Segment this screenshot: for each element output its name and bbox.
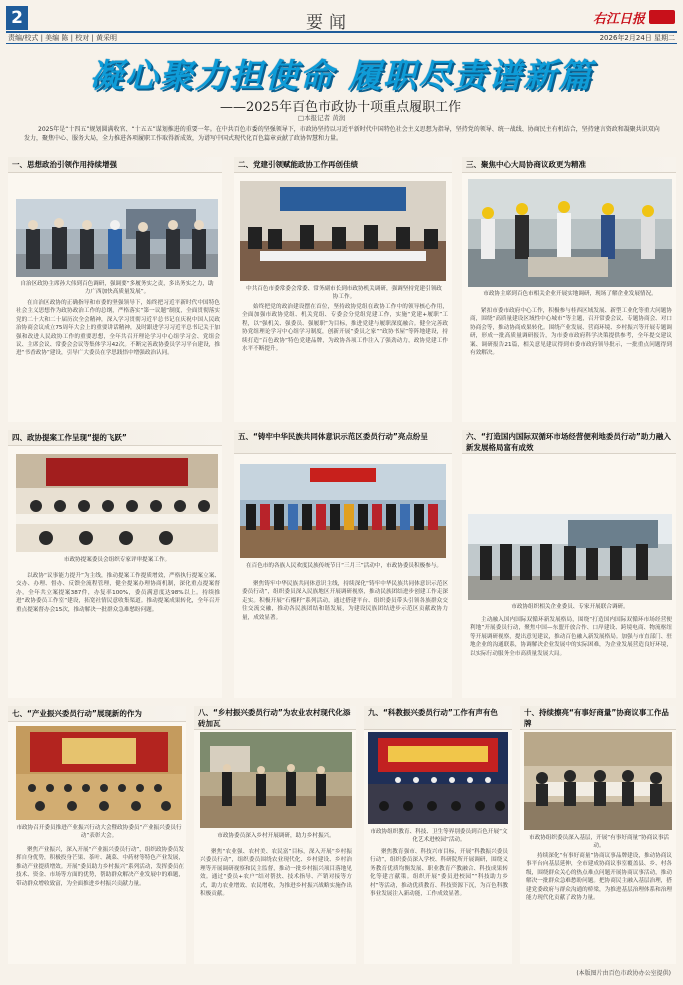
panel-title: 六、“打造国内国际双循环市场经营便利地委员行动”助力融入新发展格局富有成效	[462, 430, 676, 454]
editors-line: 责编/校式 | 美编 陈 | 校对 | 黄采明	[8, 34, 118, 42]
consultation-photo	[524, 732, 672, 830]
photo-caption: 市政协组织委员深入基层，开展“有事好商量”协商议事活动。	[528, 835, 670, 849]
panel-body: 聚焦铸牢中华民族共同体意识主线，持续深化“铸牢中华民族共同体意识示范区委员行动”，组织委员深入民族地区开展调研视察，推动民族团结进步创建工作走深走实。积极开展“石榴籽”系列活动，通过搭建平台、组织委员带头引领各族群众交往交流交融，推动各民族团结和谐发展，为建设民族团结进步示范区贡献政协力量，成效显著。	[242, 581, 448, 621]
headline: 凝心聚力担使命 履职尽责谱新篇	[89, 56, 594, 95]
photo-caption: 市政协提案委员会组织专家评审提案工作。	[63, 557, 171, 563]
photo-caption: 市政协召开委员推进产业振兴行动大会暨政协委员“产业振兴委员行动”表彰大会。	[16, 825, 182, 839]
panel-6	[462, 430, 676, 698]
photo-caption: 在百色市的各族人民欢度民族传统节日“三月三”活动中，市政协委员积极参与。	[246, 563, 442, 569]
panel-title: 九、“科教振兴委员行动”工作有声有色	[364, 706, 512, 730]
meeting-photo	[240, 181, 446, 281]
stage-performance-photo	[368, 732, 508, 824]
festival-photo	[240, 464, 446, 558]
panel-2	[234, 157, 452, 422]
meeting-photo	[16, 199, 218, 277]
panel-body: 紧扣市委市政府中心工作，积极参与桂西区域发展、新型工业化等重大问题协商，围绕“高质量建设区域性中心城市”等主题，召开常委会议、专题协商会、对口协商会等，推动协商成果转化。围绕产业发展、营商环境、乡村振兴等开展专题调研，形成一批高质量调研报告，为市委市政府科学决策提供参考，全年提交建议案、调研报告21篇，相关意见建议得到市委市政府领导批示，一批重点问题得到有效解决。	[470, 308, 672, 357]
panel-title: 八、“乡村振兴委员行动”为农业农村现代化添砖加瓦	[194, 706, 356, 730]
conference-photo	[16, 726, 182, 820]
panel-body: 在自治区政协的正确指导和市委的坚强领导下，始终把习近平新时代中国特色社会主义思想作为政协政治工作的总纲，严格落实“第一议题”制度，全面贯彻落实党的二十大和二十届历次全会精神，深入学习贯彻习近平总书记在庆祝中国人民政治协商会议成立75周年大会上的重要讲话精神，及时跟进学习习近平总书记关于加强和改进人民政协工作的重要思想，全年共召开理论学习中心组学习会、党组会议、主席会议、常委会会议等集体学习42次。不断完善政协委员学习平台建设，推进“书香政协”建设，引导广大委员在学思践悟中增强政治认同。	[16, 300, 220, 357]
newspaper-logo: 右江日报	[592, 12, 645, 27]
panel-10	[520, 706, 676, 964]
photo-caption: 市政协组织教育、科技、卫生等界别委员到百色开展“文化艺术进校园”活动。	[370, 829, 508, 843]
masthead	[6, 6, 677, 33]
intro-paragraph: 2025年是“十四五”规划圆满收官、“十五五”谋划推进的重要一年。在中共百色市委的坚强领导下，市政协坚持以习近平新时代中国特色社会主义思想为指导，坚持党的领导、统一战线、协商民主有机结合，坚持建言资政和凝聚共识双向发力，聚焦中心、服务大局，全力推进各项履职工作取得新成效，为谱写中国式现代化百色篇章贡献了政协智慧和力量。	[24, 126, 660, 142]
panel-body: 始终把党的政治建设摆在首位，坚持政协党组在政协工作中的领导核心作用，全面加强市政协党组、机关党组、专委会分党组党建工作，实施“党建+履职”工程，以“强机关、强委员、强履职”为目标，推进党建与履职深度融合。健全完善政协党组理论学习中心组学习制度，创新开展“委员之家”“政协书屋”等阵地建设，持续打造“百色政协”特色党建品牌，为政协各项工作注入了强劲动力，政协党建工作水平不断提升。	[242, 304, 448, 353]
panel-5	[234, 430, 452, 698]
panel-body: 持续深化“有事好商量”协商议事品牌建设，推动协商议事平台向基层延伸，全市建成协商议事室覆盖县、乡、村各级，围绕群众关心的热点难点问题开展协商议事活动，推动解决一批群众急难愁盼问题。把协商民主融入基层治理，搭建党委政府与群众沟通的桥梁，为推进基层治理体系和治理能力现代化贡献了政协力量。	[526, 853, 672, 902]
panel-3	[462, 157, 676, 422]
photo-credit: (本版图片由百色市政协办公室提供)	[576, 970, 671, 977]
logo-badge-icon	[649, 10, 675, 24]
issue-date: 2026年2月24日 星期二	[599, 34, 675, 42]
photo-caption: 自治区政协主席孙大伟到百色调研，强调要“多履务实之责，多出务实之力，助力广西加快高质量发展”。	[20, 281, 214, 295]
panel-9	[364, 706, 512, 964]
panel-body: 聚焦产业振兴，深入开展“产业振兴委员行动”，组织政协委员发挥自身优势，积极投身芒果、茶叶、蔬菜、中药材等特色产业发展，推动产业提质增效。开展“委员助力乡村振兴”系列活动，发挥委员在技术、资金、市场等方面的优势，帮助群众解决产业发展中的难题，带动群众增收致富，为全面推进乡村振兴贡献力量。	[16, 847, 184, 887]
panel-8	[194, 706, 356, 964]
seminar-photo	[16, 454, 218, 552]
meta-row	[6, 31, 677, 44]
photo-caption: 市政协委员深入乡村开展调研，助力乡村振兴。	[217, 833, 335, 839]
panel-body: 聚焦“农业强、农村美、农民富”目标，深入开展“乡村振兴委员行动”，组织委员围绕农业现代化、乡村建设、乡村治理等开展调研视察和民主监督，推动一批乡村振兴项目落地见效。通过“委员+农户”结对帮扶、技术指导、产销对接等方式，助力农业增效、农民增收，为推进乡村振兴战略实施作出积极贡献。	[200, 849, 352, 898]
panel-body: 以政协“议事能力提升”为主线，推动提案工作提质增效，严格执行提案立案、交办、办理、督办、反馈全流程管理，健全提案办理协商机制，深化重点提案督办，全年共立案提案387件，办复率100%，委员满意度达98%以上。持续推进“政协委员工作室”建设，拓宽社情民意收集渠道。推动提案成果转化，全年召开重点提案督办会15次，推动解决一批群众急难愁盼问题。	[16, 573, 220, 613]
photo-caption: 市政协主席到百色市相关企业开展实地调研，现场了解企业发展情况。	[483, 291, 657, 297]
village-visit-photo	[200, 732, 352, 828]
panel-body: 聚焦教育强市、科技兴市目标，开展“科教振兴委员行动”，组织委员深入学校、科研院所开展调研，围绕义务教育优质均衡发展、职业教育产教融合、科技成果转化等建言献策。组织开展“委员进校园”“科技助力乡村”等活动，推动优质教育、科技资源下沉，为百色科教事业发展注入新动能，工作成效显著。	[370, 849, 508, 898]
section-title: 要闻	[306, 13, 352, 33]
panel-title: 四、政协提案工作呈现“提的飞跃”	[8, 430, 222, 446]
panel-4	[8, 430, 222, 698]
subheadline: ——2025年百色市政协十项重点履职工作	[220, 100, 462, 115]
panel-title: 三、聚焦中心大局协商议政更为精准	[462, 157, 676, 173]
panel-title: 七、“产业振兴委员行动”展现新的作为	[8, 706, 186, 722]
research-photo	[468, 514, 672, 600]
panel-title: 五、“铸牢中华民族共同体意识示范区委员行动”亮点纷呈	[234, 430, 452, 454]
photo-caption: 市政协组织相关企业委员、专家开展联合调研。	[511, 604, 629, 610]
panel-body: 主动融入国内国际双循环新发展格局，围绕“打造国内国际双循环市场经营便利地”开展委员行动，聚焦中国—东盟开放合作、口岸建设、跨境电商、物流枢纽等开展调研视察，提出意见建议，推动百色融入新发展格局。加强与市直部门、驻地企业的沟通联系，协调解决企业发展中的实际困难，为企业发展营造良好环境，以实际行动服务全市高质量发展大局。	[470, 617, 672, 657]
photo-caption: 中共百色市委常委会常委、常务副市长到市政协机关调研，强调坚持党建引领政协工作。	[246, 286, 442, 300]
panel-7	[8, 706, 186, 964]
factory-visit-photo	[468, 179, 672, 287]
byline: □本报记者 黄润	[298, 114, 346, 122]
panel-title: 一、思想政治引领作用持续增强	[8, 157, 222, 173]
panel-1	[8, 157, 222, 422]
panel-title: 十、持续擦亮“有事好商量”协商议事工作品牌	[520, 706, 676, 730]
panel-title: 二、党建引领赋能政协工作再创佳绩	[234, 157, 452, 173]
page-number: 2	[6, 6, 28, 30]
